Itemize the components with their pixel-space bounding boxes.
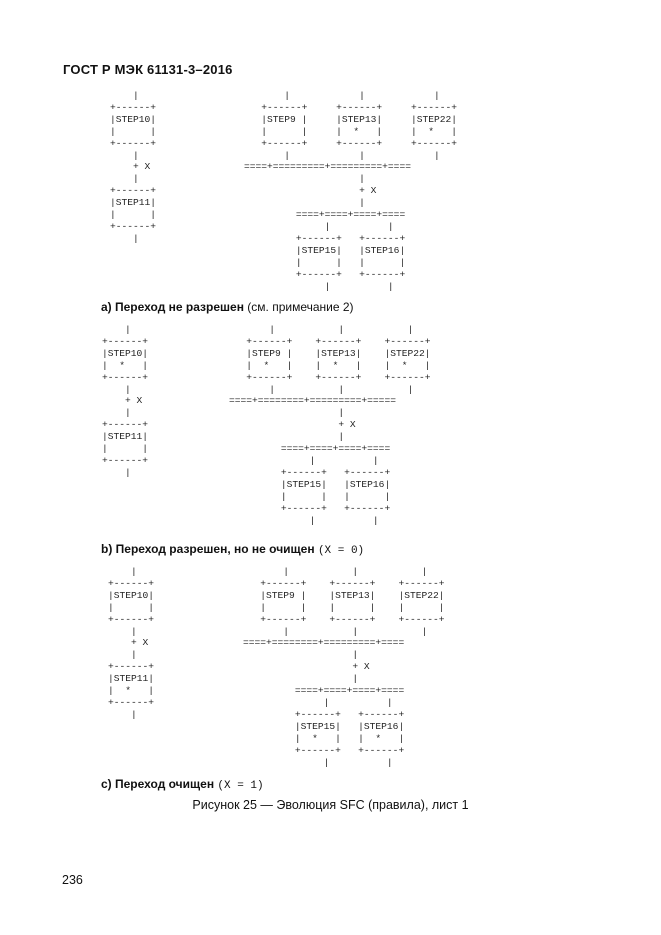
caption-b-bold: b) Переход разрешен, но не очищен bbox=[101, 542, 315, 556]
diagram-c-right: | | | +------+ +------+ +------+ |STEP9 | |STEP13| |STEP22| | | | | | | +------+ +------+ +------+ | | | ====+========+=========+==== | + X | ====+====+====+==== | | +------+ +------+ |STEP15| |STEP16| | * | | * | +------+ +------+ | | bbox=[243, 566, 445, 768]
figure-caption: Рисунок 25 — Эволюция SFC (правила), лист 1 bbox=[192, 798, 469, 812]
caption-c-mono: (X = 1) bbox=[217, 780, 264, 792]
caption-a-plain: (см. примечание 2) bbox=[243, 300, 354, 314]
document-header: ГОСТ Р МЭК 61131-3–2016 bbox=[63, 62, 233, 77]
caption-b bbox=[101, 542, 364, 557]
caption-b-mono: (X = 0) bbox=[317, 545, 365, 557]
diagram-c-left: | +------+ |STEP10| | | +------+ | + X | +------+ |STEP11| | * | +------+ | bbox=[108, 566, 155, 720]
caption-a bbox=[101, 300, 354, 315]
diagram-a-right: | | | +------+ +------+ +------+ |STEP9 | |STEP13| |STEP22| | | | * | | * | +------+ +------+ +------+ | | | ====+=========+=========+==== | + X | ====+====+====+==== | | +------+ +------+ |STEP15| |STEP16| | | | | +------+ +------+ | | bbox=[244, 90, 458, 292]
page-number: 236 bbox=[62, 873, 83, 887]
caption-a-bold: a) Переход не разрешен bbox=[101, 300, 244, 314]
caption-c-bold: c) Переход очищен bbox=[101, 777, 215, 791]
diagram-b-right: | | | +------+ +------+ +------+ |STEP9 | |STEP13| |STEP22| | * | | * | | * | +------+ +------+ +------+ | | | ====+========+=========+===== | + X | ====+====+====+==== | | +------+ +------+ |STEP15| |STEP16| | | | | +------+ +------+ | | bbox=[229, 324, 431, 526]
caption-c bbox=[101, 777, 264, 792]
diagram-b-left: | +------+ |STEP10| | * | +------+ | + X | +------+ |STEP11| | | +------+ | bbox=[102, 324, 149, 478]
diagram-a-left: | +------+ |STEP10| | | +------+ | + X | +------+ |STEP11| | | +------+ | bbox=[110, 90, 157, 244]
